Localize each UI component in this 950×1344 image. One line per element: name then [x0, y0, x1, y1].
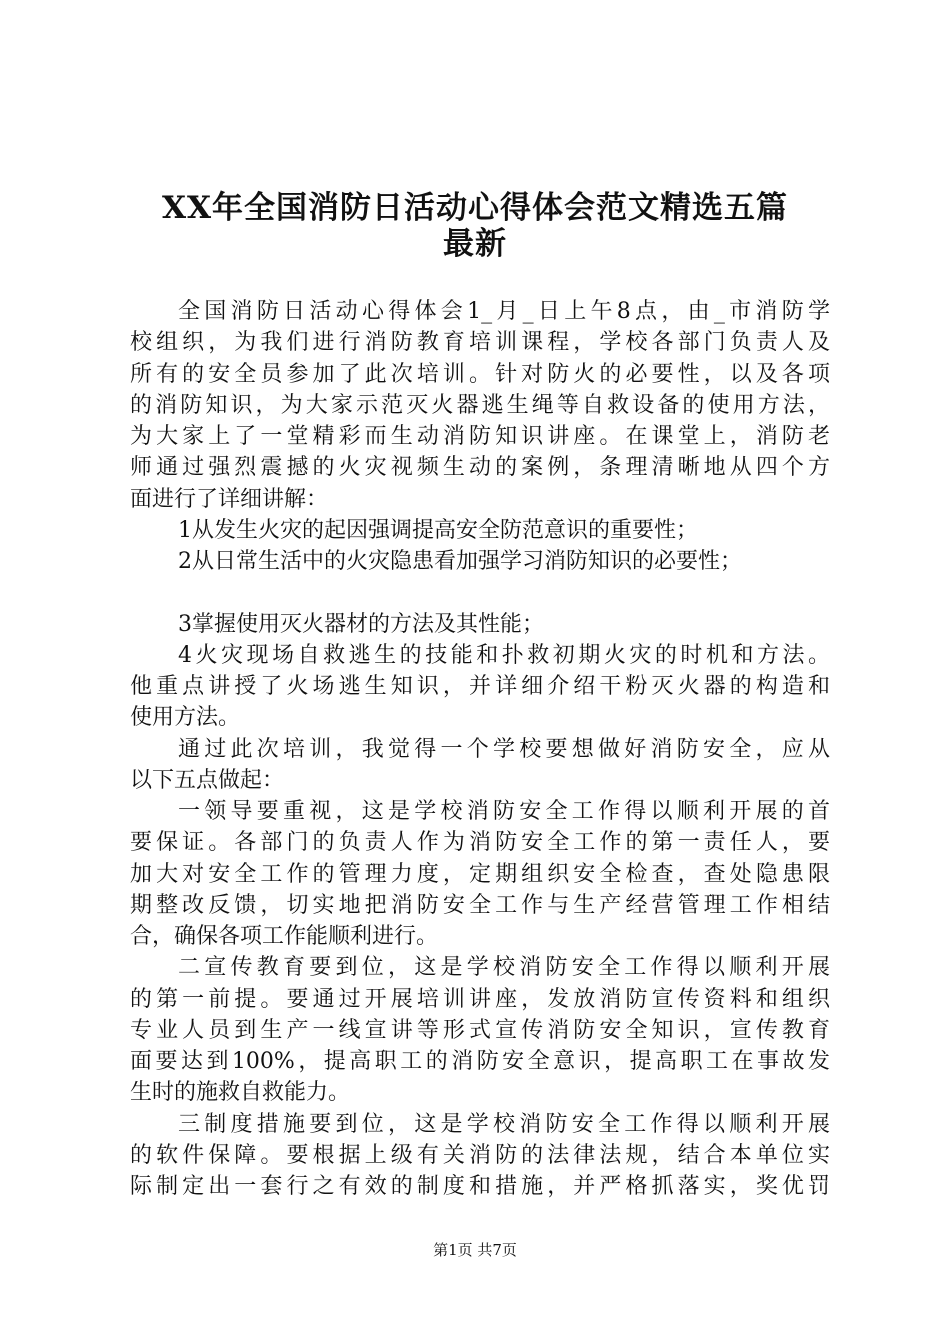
body-line: 以下五点做起： [130, 767, 285, 793]
body-line: 的第一前提。要通过开展培训讲座，发放消防宣传资料和组织 [130, 986, 830, 1012]
body-line: 所有的安全员参加了此次培训。针对防火的必要性，以及各项 [130, 361, 830, 387]
body-line: 为大家上了一堂精彩而生动消防知识讲座。在课堂上，消防老 [130, 424, 830, 449]
page-footer: 第1页 共7页 [433, 1241, 517, 1259]
body-line: 要保证。各部门的负责人作为消防安全工作的第一责任人，要 [130, 830, 830, 856]
body-line: 通过此次培训，我觉得一个学校要想做好消防安全，应从 [178, 736, 830, 762]
body-line: 面要达到100%，提高职工的消防安全意识，提高职工在事故发 [130, 1049, 830, 1074]
document-title-line-2: 最新 [443, 226, 507, 262]
body-line: 全国消防日活动心得体会1_月_日上午8点，由_市消防学 [178, 299, 830, 324]
body-line: 校组织，为我们进行消防教育培训课程，学校各部门负责人及 [130, 330, 830, 356]
body-line: 师通过强烈震撼的火灾视频生动的案例，条理清晰地从四个方 [130, 455, 830, 481]
body-line: 的消防知识，为大家示范灭火器逃生绳等自救设备的使用方法， [130, 392, 830, 418]
blank-line [130, 577, 830, 608]
body-line: 的软件保障。要根据上级有关消防的法律法规，结合本单位实 [130, 1142, 830, 1168]
body-line: 生时的施救自救能力。 [130, 1080, 351, 1106]
body-line: 2从日常生活中的火灾隐患看加强学习消防知识的必要性； [178, 549, 742, 574]
body-line: 三制度措施要到位，这是学校消防安全工作得以顺利开展 [178, 1111, 830, 1137]
document-title-line-1: XX年全国消防日活动心得体会范文精选五篇 [161, 190, 789, 226]
body-line: 面进行了详细讲解： [130, 486, 329, 512]
body-line: 加大对安全工作的管理力度，定期组织安全检查，查处隐患限 [130, 861, 830, 887]
document-body [130, 296, 830, 1202]
body-line: 使用方法。 [130, 705, 241, 731]
body-line: 一领导要重视，这是学校消防安全工作得以顺利开展的首 [178, 799, 830, 824]
body-line: 3掌握使用灭火器材的方法及其性能； [178, 611, 544, 637]
body-line: 专业人员到生产一线宣讲等形式宣传消防安全知识，宣传教育 [130, 1017, 830, 1043]
body-line: 他重点讲授了火场逃生知识，并详细介绍干粉灭火器的构造和 [130, 674, 830, 699]
body-line: 合，确保各项工作能顺利进行。 [130, 924, 439, 949]
body-line: 4火灾现场自救逃生的技能和扑救初期火灾的时机和方法。 [178, 642, 830, 668]
body-line: 1从发生火灾的起因强调提高安全防范意识的重要性； [178, 517, 698, 543]
body-line: 期整改反馈，切实地把消防安全工作与生产经营管理工作相结 [130, 892, 830, 918]
body-line: 二宣传教育要到位，这是学校消防安全工作得以顺利开展 [178, 955, 830, 981]
body-line: 际制定出一套行之有效的制度和措施，并严格抓落实，奖优罚 [130, 1174, 830, 1199]
